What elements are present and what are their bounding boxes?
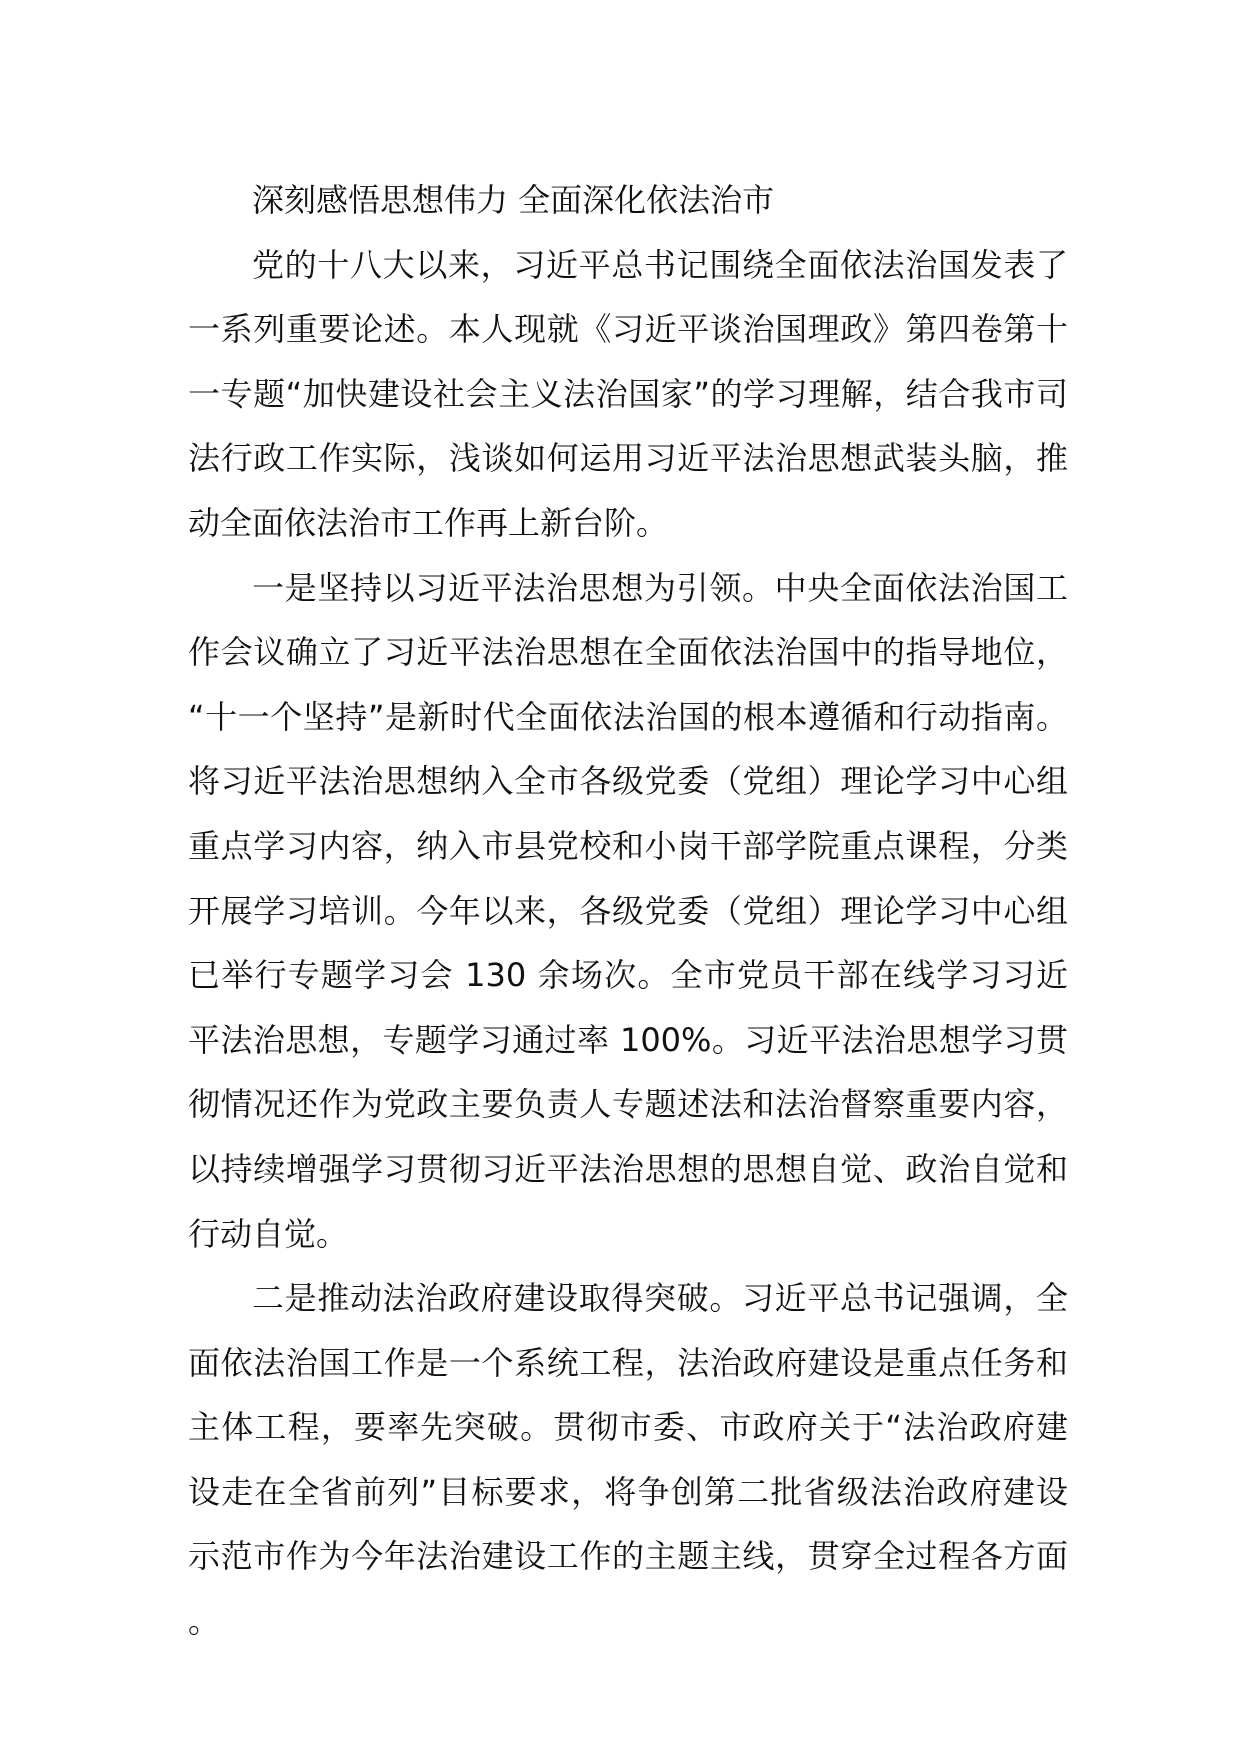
paragraph-point-two: 二是推动法治政府建设取得突破。习近平总书记强调，全面依法治国工作是一个系统工程，法治政府建设是重点任务和主体工程，要率先突破。贯彻市委、市政府关于“法治政府建设走在全省前列”目标要求，将争创第二批省级法治政府建设示范市作为今年法治建设工作的主题主线，贯穿全过程各方面。 bbox=[188, 1279, 1068, 1641]
paragraph-point-one: 一是坚持以习近平法治思想为引领。中央全面依法治国工作会议确立了习近平法治思想在全面依法治国中的指导地位，“十一个坚持”是新时代全面依法治国的根本遵循和行动指南。将习近平法治思想纳入全市各级党委（党组）理论学习中心组重点学习内容，纳入市县党校和小岗干部学院重点课程，分类开展学习培训。今年以来，各级党委（党组）理论学习中心组已举行专题学习会 130 余场次。全市党员干部在线学习习近平法治思想，专题学习通过率 100%。习近平法治思想学习贯彻情况还作为党政主要负责人专题述法和法治督察重要内容，以持续增强学习贯彻习近平法治思想的思想自觉、政治自觉和行动自觉。 bbox=[188, 568, 1068, 1253]
paragraph-intro: 党的十八大以来，习近平总书记围绕全面依法治国发表了一系列重要论述。本人现就《习近平谈治国理政》第四卷第十一专题“加快建设社会主义法治国家”的学习理解，结合我市司法行政工作实际，浅谈如何运用习近平法治思想武装头脑，推动全面依法治市工作再上新台阶。 bbox=[188, 245, 1068, 542]
document-body bbox=[188, 168, 1068, 1654]
document-title: 深刻感悟思想伟力 全面深化依法治市 bbox=[252, 181, 775, 219]
